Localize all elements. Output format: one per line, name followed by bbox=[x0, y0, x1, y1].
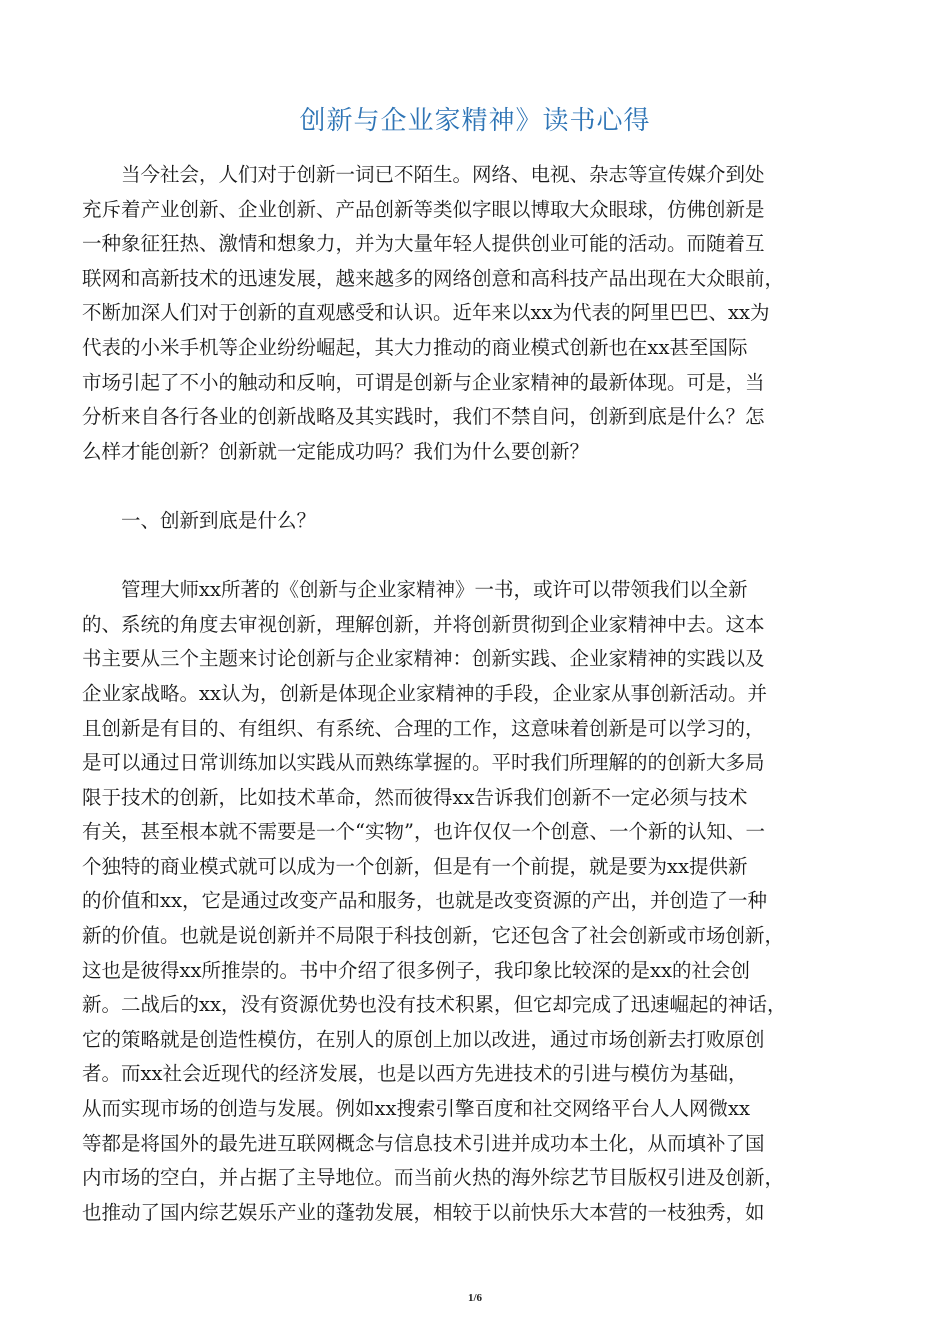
paragraph-line: 分析来自各行各业的创新战略及其实践时，我们不禁自问，创新到底是什么？怎 bbox=[82, 405, 765, 429]
paragraph-line: 等都是将国外的最先进互联网概念与信息技术引进并成功本土化，从而填补了国 bbox=[82, 1131, 765, 1155]
paragraph-line: 这也是彼得xx所推崇的。书中介绍了很多例子，我印象比较深的是xx的社会创 bbox=[82, 958, 750, 982]
paragraph-line: 联网和高新技术的迅速发展，越来越多的网络创意和高科技产品出现在大众眼前， bbox=[82, 266, 785, 290]
paragraph-line: 充斥着产业创新、企业创新、产品创新等类似字眼以博取大众眼球，仿佛创新是 bbox=[82, 197, 765, 221]
paragraph-line: 有关，甚至根本就不需要是一个“实物”，也许仅仅一个创意、一个新的认知、一 bbox=[82, 820, 765, 844]
paragraph-line: 限于技术的创新，比如技术革命，然而彼得xx告诉我们创新不一定必须与技术 bbox=[82, 785, 748, 809]
paragraph-gap bbox=[82, 539, 872, 574]
page-number: 1/6 bbox=[467, 1292, 483, 1304]
section-heading: 一、创新到底是什么？ bbox=[82, 508, 317, 532]
paragraph-line: 个独特的商业模式就可以成为一个创新，但是有一个前提，就是要为xx提供新 bbox=[82, 854, 748, 878]
paragraph-line: 从而实现市场的创造与发展。例如xx搜索引擎百度和社交网络平台人人网微xx bbox=[82, 1097, 750, 1121]
paragraph-line: 么样才能创新？创新就一定能成功吗？我们为什么要创新？ bbox=[82, 439, 590, 463]
paragraph-line: 管理大师xx所著的《创新与企业家精神》一书，或许可以带领我们以全新 bbox=[82, 578, 748, 602]
paragraph-line: 不断加深人们对于创新的直观感受和认识。近年来以xx为代表的阿里巴巴、xx为 bbox=[82, 301, 770, 325]
paragraph-line: 企业家战略。xx认为，创新是体现企业家精神的手段，企业家从事创新活动。并 bbox=[82, 681, 767, 705]
paragraph-line: 书主要从三个主题来讨论创新与企业家精神：创新实践、企业家精神的实践以及 bbox=[82, 647, 765, 671]
paragraph-line: 且创新是有目的、有组织、有系统、合理的工作，这意味着创新是可以学习的， bbox=[82, 716, 765, 740]
paragraph-line: 也推动了国内综艺娱乐产业的蓬勃发展，相较于以前快乐大本营的一枝独秀，如 bbox=[82, 1200, 765, 1224]
paragraph-line: 新。二战后的xx，没有资源优势也没有技术积累，但它却完成了迅速崛起的神话， bbox=[82, 993, 787, 1017]
paragraph-line: 市场引起了不小的触动和反响，可谓是创新与企业家精神的最新体现。可是，当 bbox=[82, 370, 765, 394]
paragraph-line: 的、系统的角度去审视创新，理解创新，并将创新贯彻到企业家精神中去。这本 bbox=[82, 612, 765, 636]
paragraph-line: 新的价值。也就是说创新并不局限于科技创新，它还包含了社会创新或市场创新， bbox=[82, 924, 785, 948]
paragraph-line: 代表的小米手机等企业纷纷崛起，其大力推动的商业模式创新也在xx甚至国际 bbox=[82, 335, 748, 359]
paragraph-line: 它的策略就是创造性模仿，在别人的原创上加以改进，通过市场创新去打败原创 bbox=[82, 1027, 765, 1051]
document-title: 创新与企业家精神》读书心得 bbox=[299, 106, 651, 136]
paragraph-line: 内市场的空白，并占据了主导地位。而当前火热的海外综艺节目版权引进及创新， bbox=[82, 1166, 785, 1190]
paragraph-line: 的价值和xx，它是通过改变产品和服务，也就是改变资源的产出，并创造了一种 bbox=[82, 889, 767, 913]
paragraph-line: 者。而xx社会近现代的经济发展，也是以西方先进技术的引进与模仿为基础， bbox=[82, 1062, 748, 1086]
paragraph-line: 是可以通过日常训练加以实践从而熟练掌握的。平时我们所理解的的创新大多局 bbox=[82, 751, 765, 775]
paragraph-line: 当今社会，人们对于创新一词已不陌生。网络、电视、杂志等宣传媒介到处 bbox=[82, 163, 765, 186]
paragraph-gap bbox=[82, 469, 872, 504]
paragraph-line: 一种象征狂热、激情和想象力，并为大量年轻人提供创业可能的活动。而随着互 bbox=[82, 232, 765, 256]
document-body bbox=[82, 158, 872, 1230]
